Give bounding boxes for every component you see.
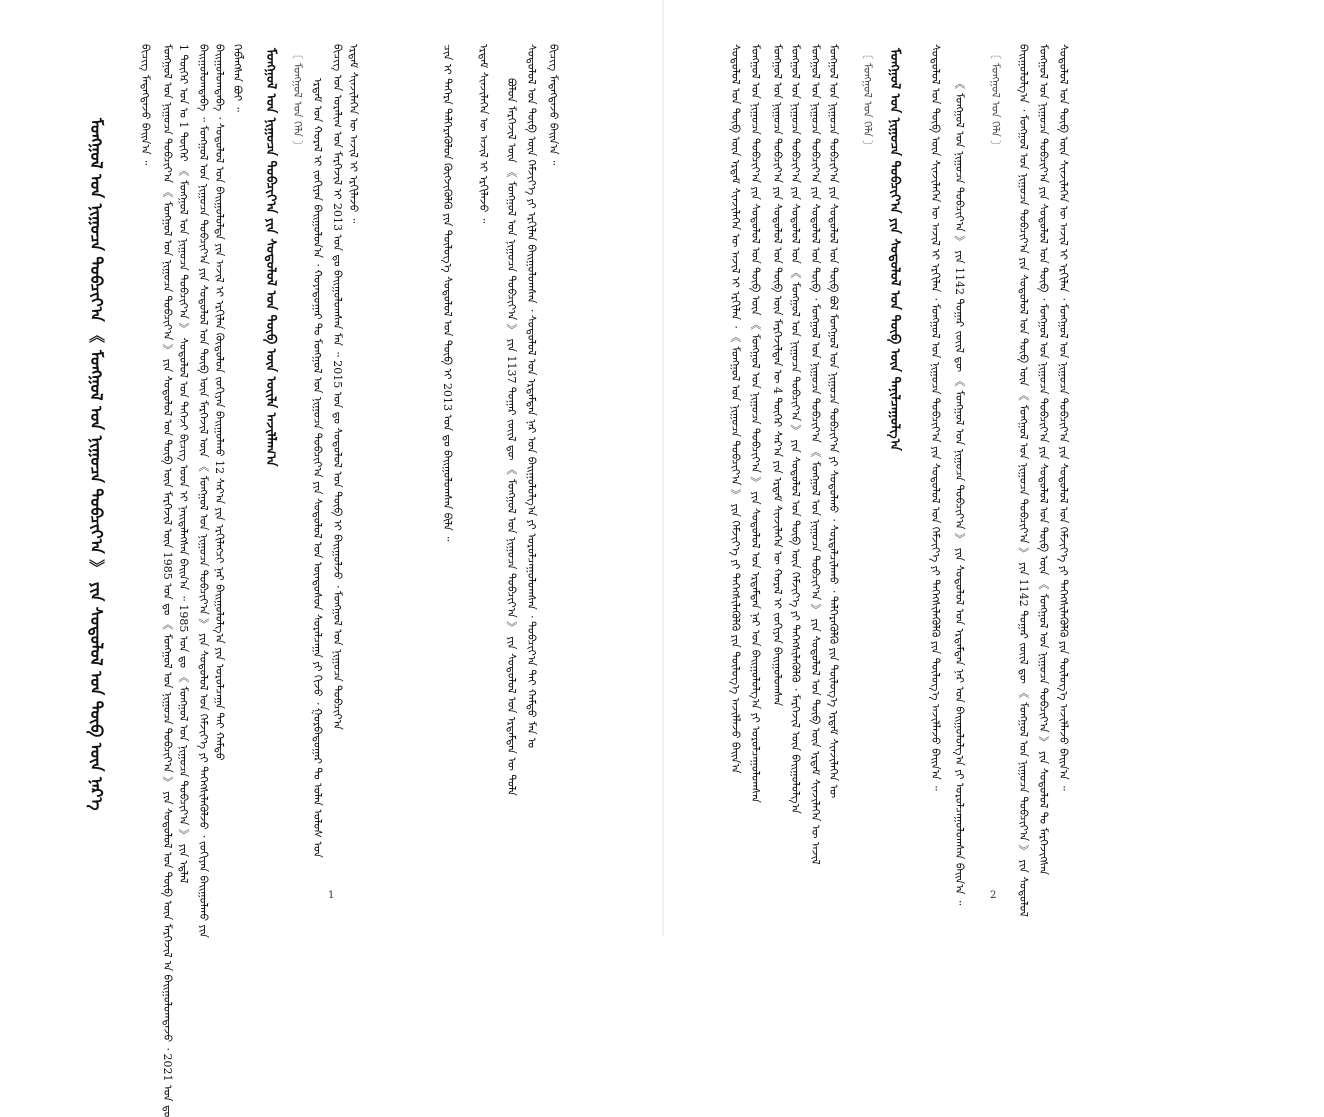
page-number: 2 — [990, 890, 997, 901]
section-heading: ᠮᠣᠩᠭᠣᠯ ᠤᠨ ᠨᠢᠭᠤᠴᠠ ᠲᠣᠪᠴᠢᠶ᠎ᠠ ᠶᠢᠨ ᠰᠤᠳᠤᠯᠤᠯ ᠤᠨ ᠲᠥᠪ ᠦᠨ ᠲᠠᠨᠢᠯᠴᠠᠭᠤᠯᠭ᠎ᠠ — [887, 48, 902, 451]
body-line: ᠡᠷᠳᠡᠮ ᠰᠢᠨᠵᠢᠯᠡᠭᠡᠨ ᠦ ᠠᠵᠢᠯ ᠢ ᠡᠷᠬᠢᠯᠡᠵᠦ ᠃ — [477, 44, 490, 224]
body-line: ᠮᠣᠩᠭᠣᠯ ᠤᠨ ᠨᠢᠭᠤᠴᠠ ᠲᠣᠪᠴᠢᠶ᠎ᠠ ᠶᠢᠨ ᠰᠤᠳᠤᠯᠤᠯ ᠤᠨ ᠲᠥᠪ ᠦᠨ ᠮᠡᠷᠭᠡᠵᠢᠯᠲᠡᠨ ᠦ 4 ᠳᠦᠭᠡᠷ ᠰᠠᠷ᠎ᠠ ᠶᠢᠨ ᠡᠷᠳᠡᠮ ᠰᠢᠨᠵᠢᠯᠡᠭᠡᠨ ᠦ ᠬᠤᠷᠠᠯ ᠢ ᠵᠣᠬᠢᠶᠠᠨ ᠪᠠᠢᠭᠤᠯᠤᠭᠰᠠᠨ — [771, 44, 784, 707]
body-line: ᠪᠤᠯᠤᠨ ᠮᠡᠷᠭᠡᠵᠢᠯ ᠦᠨ 《 ᠮᠣᠩᠭᠣᠯ ᠤᠨ ᠨᠢᠭᠤᠴᠠ ᠲᠣᠪᠴᠢᠶ᠎ᠠ 》 ᠶᠢᠨ 1137 ᠳᠤᠭᠠᠷ ᠵᠦᠢᠯ ᠳᠦ 《 ᠮᠣᠩᠭᠣᠯ ᠤᠨ ᠨᠢᠭᠤᠴᠠ ᠲᠣᠪᠴᠢᠶ᠎ᠠ 》 ᠶᠢᠨ ᠰᠤᠳᠤᠯᠤᠯ ᠤᠨ ᠡᠷᠳᠡᠮᠲᠡᠨ ᠦ ᠳᠤᠯᠠ — [505, 78, 518, 796]
body-line: ᠪᠠᠢᠭᠤᠯᠤᠭᠳᠠᠪᠠ ᠂ ᠰᠤᠳᠤᠯᠤᠯ ᠤᠨ ᠪᠠᠢᠭᠤᠯᠤᠯᠲᠠ ᠶᠢᠨ ᠠᠵᠢᠯ ᠢ ᠡᠷᠬᠢᠯᠡᠨ ᠬᠥᠲᠦᠯᠦᠨ ᠵᠣᠬᠢᠶᠠᠨ ᠪᠠᠢᠭᠤᠯᠬᠤ 12 ᠰᠠᠷ᠎ᠠ ᠶᠢᠨ ᠡᠷᠬᠢᠯᠡᠭᠴᠢ ᠨᠠᠷ ᠪᠠᠢᠭᠤᠯᠤᠯᠭ᠎ᠠ ᠶᠢᠨ ᠣᠷᠣᠯᠴᠠᠭᠠ ᠲᠠᠢ ᠬᠠᠮᠲᠤ — [213, 44, 226, 761]
body-line: ᠰᠤᠳᠤᠯᠤᠯ ᠤᠨ ᠲᠥᠪ ᠦᠨ ᠬᠡᠮᠵᠢᠶ᠎ᠡ ᠶᠢ ᠡᠷᠬᠢᠯᠡᠨ ᠪᠠᠢᠭᠤᠯᠤᠭᠰᠠᠨ ᠂ ᠰᠤᠳᠤᠯᠤᠯ ᠤᠨ ᠡᠷᠳᠡᠮᠲᠡᠨ ᠨᠠᠷ ᠤᠨ ᠪᠠᠢᠭᠤᠯᠤᠯᠭ᠎ᠠ ᠶᠢ ᠣᠷᠣᠯᠴᠠᠭᠤᠯᠤᠭᠰᠠᠨ ᠂ ᠲᠣᠪᠴᠢᠶ᠎ᠠ ᠲᠠᠢ ᠬᠠᠮᠲᠤ ᠮᠠᠨ ᠤ — [525, 44, 538, 749]
body-line: ᠮᠣᠩᠭᠣᠯ ᠤᠨ ᠨᠢᠭᠤᠴᠠ ᠲᠣᠪᠴᠢᠶ᠎ᠠ ᠶᠢᠨ ᠰᠤᠳᠤᠯᠤᠯ ᠤᠨ ᠲᠥᠪ ᠦᠨ 《 ᠮᠣᠩᠭᠣᠯ ᠤᠨ ᠨᠢᠭᠤᠴᠠ ᠲᠣᠪᠴᠢᠶ᠎ᠠ 》 ᠶᠢᠨ ᠰᠤᠳᠤᠯᠤᠯ ᠤᠨ ᠡᠷᠳᠡᠮᠲᠡᠨ ᠨᠠᠷ ᠤᠨ ᠪᠠᠢᠭᠤᠯᠤᠯᠭ᠎ᠠ ᠶᠢ ᠣᠷᠣᠯᠴᠠᠭᠤᠯᠤᠭᠰᠠᠨ — [749, 44, 762, 803]
body-line: ᠰᠤᠳᠤᠯᠤᠯ ᠤᠨ ᠲᠥᠪ ᠦᠨ ᠰᠢᠨᠵᠢᠯᠡᠭᠡᠨ ᠦ ᠠᠵᠢᠯ ᠢ ᠡᠷᠬᠢᠯᠡᠨ ᠂ ᠮᠣᠩᠭᠣᠯ ᠤᠨ ᠨᠢᠭᠤᠴᠠ ᠲᠣᠪᠴᠢᠶ᠎ᠠ ᠶᠢᠨ ᠰᠤᠳᠤᠯᠤᠯ ᠤᠨ ᠬᠡᠮᠵᠢᠶ᠎ᠡ ᠶᠢ ᠳᠡᠭᠡᠭᠰᠢᠯᠡᠭᠦᠯᠬᠦ ᠶᠢᠨ ᠲᠥᠯᠦᠭ᠎ᠡ ᠠᠵᠢᠯᠯᠠᠵᠤ ᠪᠠᠢᠨ᠎ᠠ ᠃ — [929, 44, 942, 791]
body-line: ᠪᠢᠴᠢᠭ᠌ ᠮᠡᠳᠡᠭᠳᠡᠵᠦ ᠪᠠᠢᠨ᠎ᠠ ᠃ — [547, 44, 560, 166]
body-line: ᠰᠤᠳᠤᠯᠤᠯ ᠤᠨ ᠲᠥᠪ ᠦᠨ ᠡᠷᠳᠡᠮ ᠰᠢᠨᠵᠢᠯᠡᠭᠡᠨ ᠦ ᠠᠵᠢᠯ ᠢ ᠡᠷᠬᠢᠯᠡᠨ ᠂ 《 ᠮᠣᠩᠭᠣᠯ ᠤᠨ ᠨᠢᠭᠤᠴᠠ ᠲᠣᠪᠴᠢᠶ᠎ᠠ 》 ᠶᠢᠨ ᠬᠡᠮᠵᠢᠶ᠎ᠡ ᠶᠢ ᠳᠡᠭᠡᠭᠰᠢᠯᠡᠭᠦᠯᠬᠦ ᠶᠢᠨ ᠲᠥᠯᠦᠭ᠎ᠡ ᠠᠵᠢᠯᠯᠠᠵᠤ ᠪᠠᠢᠨ᠎ᠠ — [729, 44, 742, 774]
body-line: 1 ᠳᠦᠭᠡᠷ ᠣᠨ ᠤ 1 ᠳᠦᠭᠡᠷ 《 ᠮᠣᠩᠭᠣᠯ ᠤᠨ ᠨᠢᠭᠤᠴᠠ ᠲᠣᠪᠴᠢᠶ᠎ᠠ 》 ᠰᠤᠳᠤᠯᠤᠯ ᠤᠨ ᠳᠡᠭᠡᠵᠢ ᠪᠢᠴᠢᠭ ᠤᠳ ᠢ ᠨᠡᠢᠲᠡᠯᠡᠭᠰᠡᠨ ᠪᠠᠢᠨ᠎ᠠ ᠃ 1985 ᠣᠨ ᠳᠤ 《 ᠮᠣᠩᠭᠣᠯ ᠤᠨ ᠨᠢᠭᠤᠴᠠ ᠲᠣᠪᠴᠢᠶ᠎ᠠ 》 ᠶᠢᠨ ᠡᠳ᠋ᠯᠡᠯ — [177, 44, 190, 884]
body-line: ᠴᠢᠨ ᠢ ᠳᠡᠭᠡᠷᠡ ᠳᠡᠯᠭᠡᠷᠡᠭᠦᠯᠦᠨ ᠬᠥᠭᠵᠢᠭᠦᠯᠬᠦ ᠶᠢᠨ ᠲᠥᠯᠦᠭ᠎ᠡ ᠰᠤᠳᠤᠯᠤᠯ ᠤᠨ ᠲᠥᠪ ᠢ 2013 ᠣᠨ ᠳᠤ ᠪᠠᠢᠭᠤᠯᠤᠭᠰᠠᠨ ᠪᠢᠯᠡ ᠃ — [441, 44, 454, 542]
body-line: ᠪᠠᠢᠭᠤᠯᠤᠯᠭ᠎ᠠ ᠂ ᠮᠣᠩᠭᠣᠯ ᠤᠨ ᠨᠢᠭᠤᠴᠠ ᠲᠣᠪᠴᠢᠶ᠎ᠠ ᠶᠢᠨ ᠰᠤᠳᠤᠯᠤᠯ ᠤᠨ ᠲᠥᠪ ᠦᠨ 《 ᠮᠣᠩᠭᠣᠯ ᠤᠨ ᠨᠢᠭᠤᠴᠠ ᠲᠣᠪᠴᠢᠶ᠎ᠠ 》 ᠶᠢᠨ 1142 ᠳᠤᠭᠠᠷ ᠵᠦᠢᠯ ᠳᠦ 《 ᠮᠣᠩᠭᠣᠯ ᠤᠨ ᠨᠢᠭᠤᠴᠠ ᠲᠣᠪᠴᠢᠶ᠎ᠠ 》 ᠶᠢᠨ ᠰᠤᠳᠤᠯᠤᠯ — [1017, 44, 1030, 917]
page-number: 1 — [328, 890, 335, 901]
reference-mark: 〔 ᠮᠣᠩᠭᠣᠯ ᠤᠨ ᠬᠡᠯᠡ 〕 — [989, 48, 1002, 152]
body-line: ᠪᠠᠢᠭᠤᠯᠤᠭᠳᠠᠪᠠ ᠃ ᠮᠣᠩᠭᠣᠯ ᠤᠨ ᠨᠢᠭᠤᠴᠠ ᠲᠣᠪᠴᠢᠶ᠎ᠠ ᠶᠢᠨ ᠰᠤᠳᠤᠯᠤᠯ ᠤᠨ ᠲᠥᠪ ᠦᠨ ᠮᠡᠷᠭᠡᠵᠢᠯ ᠦᠨ 《 ᠮᠣᠩᠭᠣᠯ ᠤᠨ ᠨᠢᠭᠤᠴᠠ ᠲᠣᠪᠴᠢᠶ᠎ᠠ 》 ᠶᠢᠨ ᠰᠤᠳᠤᠯᠤᠯ ᠤᠨ ᠬᠡᠮᠵᠢᠶ᠎ᠡ ᠶᠢ ᠳᠡᠭᠡᠭᠰᠢᠯᠡᠭᠦᠯᠵᠦ ᠂ ᠵᠣᠬᠢᠶᠠᠨ ᠪᠠᠢᠭᠤᠯᠬᠤ ᠶᠢᠨ — [197, 44, 210, 938]
body-line: ᠪᠢᠴᠢᠭ᠌ ᠮᠡᠳᠡᠭᠳᠡᠵᠦ ᠪᠠᠢᠨ᠎ᠠ ᠃ — [139, 44, 152, 166]
body-line: ᠪᠢᠴᠢᠭ ᠤᠨ ᠤᠷᠠᠯᠢᠭ ᠤᠨ ᠮᠡᠷᠭᠡᠵᠢᠯ ᠢ 2013 ᠣᠨ ᠳᠤ ᠪᠠᠢᠭᠤᠯᠤᠭᠰᠠᠨ ᠮᠠᠨ ᠃ 2015 ᠣᠨ ᠳᠤ ᠰᠤᠳᠤᠯᠤᠯ ᠤᠨ ᠲᠥᠪ ᠢ ᠪᠠᠢᠭᠤᠯᠵᠤ ᠂ ᠮᠣᠩᠭᠣᠯ ᠤᠨ ᠨᠢᠭᠤᠴᠠ ᠲᠣᠪᠴᠢᠶ᠎ᠠ — [331, 44, 344, 730]
body-line: ᠮᠣᠩᠭᠣᠯ ᠤᠨ ᠨᠢᠭᠤᠴᠠ ᠲᠣᠪᠴᠢᠶ᠎ᠠ ᠶᠢᠨ ᠰᠤᠳᠤᠯᠤᠯ ᠤᠨ ᠲᠥᠪ ᠂ ᠮᠣᠩᠭᠣᠯ ᠤᠨ ᠨᠢᠭᠤᠴᠠ ᠲᠣᠪᠴᠢᠶ᠎ᠠ ᠶᠢᠨ ᠰᠤᠳᠤᠯᠤᠯ ᠤᠨ ᠲᠥᠪ ᠦᠨ 《 ᠮᠣᠩᠭᠣᠯ ᠤᠨ ᠨᠢᠭᠤᠴᠠ ᠲᠣᠪᠴᠢᠶ᠎ᠠ 》 ᠶᠢᠨ ᠰᠤᠳᠤᠯᠤᠯ ᠲᠤ ᠮᠡᠷᠭᠡᠵᠢᠭᠰᠡᠨ — [1037, 44, 1050, 875]
body-line: ᠡᠷᠳᠡᠮ ᠤᠨ ᠬᠤᠷᠠᠯ ᠢ ᠵᠣᠬᠢᠶᠠᠨ ᠪᠠᠢᠭᠤᠯᠤᠨ᠎ᠠ ᠂ ᠬᠣᠶᠠᠳᠤᠭᠠᠷ ᠲᠤ ᠮᠣᠩᠭᠣᠯ ᠤᠨ ᠨᠢᠭᠤᠴᠠ ᠲᠣᠪᠴᠢᠶ᠎ᠠ ᠶᠢᠨ ᠰᠤᠳᠤᠯᠤᠯ ᠤᠨ ᠦᠨᠳᠦᠰᠦᠨ ᠰᠤᠷᠠᠯᠴᠠᠭᠠ ᠶᠢ ᠬᠢᠵᠦ ᠂ ᠭᠤᠷᠪᠠᠳᠤᠭᠠᠷ ᠲᠤ ᠣᠯᠠᠨ ᠤᠯᠤᠰ ᠤᠨ — [311, 78, 324, 858]
page-title: ᠮᠣᠩᠭᠣᠯ ᠤᠨ ᠨᠢᠭᠤᠴᠠ ᠲᠣᠪᠴᠢᠶ᠎ᠠ 《 ᠮᠣᠩᠭᠣᠯ ᠤᠨ ᠨᠢᠭᠤᠴᠠ ᠲᠣᠪᠴᠢᠶ᠎ᠠ 》 ᠶᠢᠨ ᠰᠤᠳᠤᠯᠤᠯ ᠤᠨ ᠲᠥᠪ ᠦᠨ ᠨᠡᠷ᠎ᠡ — [87, 118, 106, 811]
body-line: ᠡᠷᠳᠡᠮ ᠰᠢᠨᠵᠢᠯᠡᠭᠡᠨ ᠦ ᠠᠵᠢᠯ ᠢ ᠡᠷᠬᠢᠯᠡᠵᠦ ᠃ — [347, 44, 360, 224]
body-line: ᠮᠣᠩᠭᠣᠯ ᠤᠨ ᠨᠢᠭᠤᠴᠠ ᠲᠣᠪᠴᠢᠶ᠎ᠠ ᠶᠢᠨ ᠰᠤᠳᠤᠯᠤᠯ ᠤᠨ ᠲᠥᠪ ᠂ ᠮᠣᠩᠭᠣᠯ ᠤᠨ ᠨᠢᠭᠤᠴᠠ ᠲᠣᠪᠴᠢᠶ᠎ᠠ 《 ᠮᠣᠩᠭᠣᠯ ᠤᠨ ᠨᠢᠭᠤᠴᠠ ᠲᠣᠪᠴᠢᠶ᠎ᠠ 》 ᠶᠢᠨ ᠰᠤᠳᠤᠯᠤᠯ ᠤᠨ ᠲᠥᠪ ᠦᠨ ᠡᠷᠳᠡᠮ ᠰᠢᠨᠵᠢᠯᠡᠭᠡᠨ ᠦ ᠠᠵᠢᠯ — [809, 44, 822, 865]
body-line: ᠮᠣᠩᠭᠣᠯ ᠤᠨ ᠨᠢᠭᠤᠴᠠ ᠲᠣᠪᠴᠢᠶ᠎ᠠ ᠶᠢᠨ ᠰᠤᠳᠤᠯᠤᠯ ᠤᠨ ᠲᠥᠪ ᠪᠣᠯ ᠮᠣᠩᠭᠣᠯ ᠤᠨ ᠨᠢᠭᠤᠴᠠ ᠲᠣᠪᠴᠢᠶ᠎ᠠ ᠶᠢ ᠰᠤᠳᠤᠯᠬᠤ ᠂ ᠰᠤᠷᠲᠠᠯᠴᠢᠯᠠᠬᠤ ᠂ ᠳᠡᠯᠭᠡᠷᠡᠭᠦᠯᠬᠦ ᠶᠢᠨ ᠲᠥᠯᠦᠭ᠎ᠡ ᠡᠷᠳᠡᠮ ᠰᠢᠨᠵᠢᠯᠡᠭᠡᠨ ᠦ — [827, 44, 840, 799]
body-line: 《 ᠮᠣᠩᠭᠣᠯ ᠤᠨ ᠨᠢᠭᠤᠴᠠ ᠲᠣᠪᠴᠢᠶ᠎ᠠ 》 ᠶᠢᠨ 1142 ᠳᠤᠭᠠᠷ ᠵᠦᠢᠯ ᠳᠦ 《 ᠮᠣᠩᠭᠣᠯ ᠤᠨ ᠨᠢᠭᠤᠴᠠ ᠲᠣᠪᠴᠢᠶ᠎ᠠ 》 ᠶᠢᠨ ᠰᠤᠳᠤᠯᠤᠯ ᠤᠨ ᠡᠷᠳᠡᠮᠲᠡᠨ ᠨᠠᠷ ᠤᠨ ᠪᠠᠢᠭᠤᠯᠤᠯᠭ᠎ᠠ ᠶᠢ ᠣᠷᠣᠯᠴᠠᠭᠤᠯᠤᠭᠰᠠᠨ ᠪᠠᠢᠨ᠎ᠠ ᠃ — [953, 78, 966, 906]
reference-mark: 〔 ᠮᠣᠩᠭᠣᠯ ᠤᠨ ᠬᠡᠯᠡ 〕 — [861, 48, 874, 152]
right-page — [664, 0, 1324, 936]
body-line: ᠮᠣᠩᠭᠣᠯ ᠤᠨ ᠨᠢᠭᠤᠴᠠ ᠲᠣᠪᠴᠢᠶ᠎ᠠ ᠶᠢᠨ ᠰᠤᠳᠤᠯᠤᠯ ᠤᠨ 《 ᠮᠣᠩᠭᠣᠯ ᠤᠨ ᠨᠢᠭᠤᠴᠠ ᠲᠣᠪᠴᠢᠶ᠎ᠠ 》 ᠶᠢᠨ ᠰᠤᠳᠤᠯᠤᠯ ᠤᠨ ᠲᠥᠪ ᠦᠨ ᠬᠡᠮᠵᠢᠶ᠎ᠡ ᠶᠢ ᠳᠡᠭᠡᠭᠰᠢᠯᠡᠭᠦᠯᠬᠦ ᠂ ᠮᠡᠷᠭᠡᠵᠢᠯ ᠦᠨ ᠪᠠᠢᠭᠤᠯᠤᠯᠭ᠎ᠠ — [789, 44, 802, 814]
reference-mark: 〔 ᠮᠣᠩᠭᠣᠯ ᠤᠨ ᠬᠡᠯᠡ 〕 — [291, 48, 304, 152]
body-line: ᠰᠤᠳᠤᠯᠤᠯ ᠤᠨ ᠲᠥᠪ ᠦᠨ ᠰᠢᠨᠵᠢᠯᠡᠭᠡᠨ ᠦ ᠠᠵᠢᠯ ᠢ ᠡᠷᠬᠢᠯᠡᠨ ᠂ ᠮᠣᠩᠭᠣᠯ ᠤᠨ ᠨᠢᠭᠤᠴᠠ ᠲᠣᠪᠴᠢᠶ᠎ᠠ ᠶᠢᠨ ᠰᠤᠳᠤᠯᠤᠯ ᠤᠨ ᠬᠡᠮᠵᠢᠶ᠎ᠡ ᠶᠢ ᠳᠡᠭᠡᠭᠰᠢᠯᠡᠭᠦᠯᠬᠦ ᠶᠢᠨ ᠲᠥᠯᠦᠭ᠎ᠡ ᠠᠵᠢᠯᠯᠠᠵᠤ ᠪᠠᠢᠨ᠎ᠠ ᠃ — [1057, 44, 1070, 791]
body-line: ᠮᠣᠩᠭᠣᠯ ᠤᠨ ᠨᠢᠭᠤᠴᠠ ᠲᠣᠪᠴᠢᠶ᠎ᠠ 《 ᠮᠣᠩᠭᠣᠯ ᠤᠨ ᠨᠢᠭᠤᠴᠠ ᠲᠣᠪᠴᠢᠶ᠎ᠠ 》 ᠶᠢᠨ ᠰᠤᠳᠤᠯᠤᠯ ᠤᠨ ᠲᠥᠪ ᠦᠨ ᠮᠡᠷᠭᠡᠵᠢᠯ ᠦᠨ 1985 ᠣᠨ ᠳᠤ 《 ᠮᠣᠩᠭᠣᠯ ᠤᠨ ᠨᠢᠭᠤᠴᠠ ᠲᠣᠪᠴᠢᠶ᠎ᠠ 》 ᠶᠢᠨ ᠰᠤᠳᠤᠯᠤᠯ ᠤᠨ ᠲᠥᠪ ᠦᠨ ᠮᠡᠷᠭᠡᠵᠢᠯ ᠡᠨ ᠪᠠᠢᠭᠤᠯᠤᠭᠳᠠᠵᠤ ᠂ 2021 ᠣᠨ ᠳᠤ — [161, 44, 174, 1117]
body-line: ᠬᠡᠪᠯᠡᠭᠰᠡᠨ ᠪᠤᠢ ᠃ — [231, 44, 244, 112]
section-heading: ᠮᠣᠩᠭᠣᠯ ᠤᠨ ᠨᠢᠭᠤᠴᠠ ᠲᠣᠪᠴᠢᠶ᠎ᠠ ᠶᠢᠨ ᠰᠤᠳᠤᠯᠤᠯ ᠤᠨ ᠲᠥᠪ ᠦᠨ ᠦᠢᠯᠡ ᠠᠵᠢᠯᠯᠠᠭ᠎ᠠ — [263, 48, 278, 467]
